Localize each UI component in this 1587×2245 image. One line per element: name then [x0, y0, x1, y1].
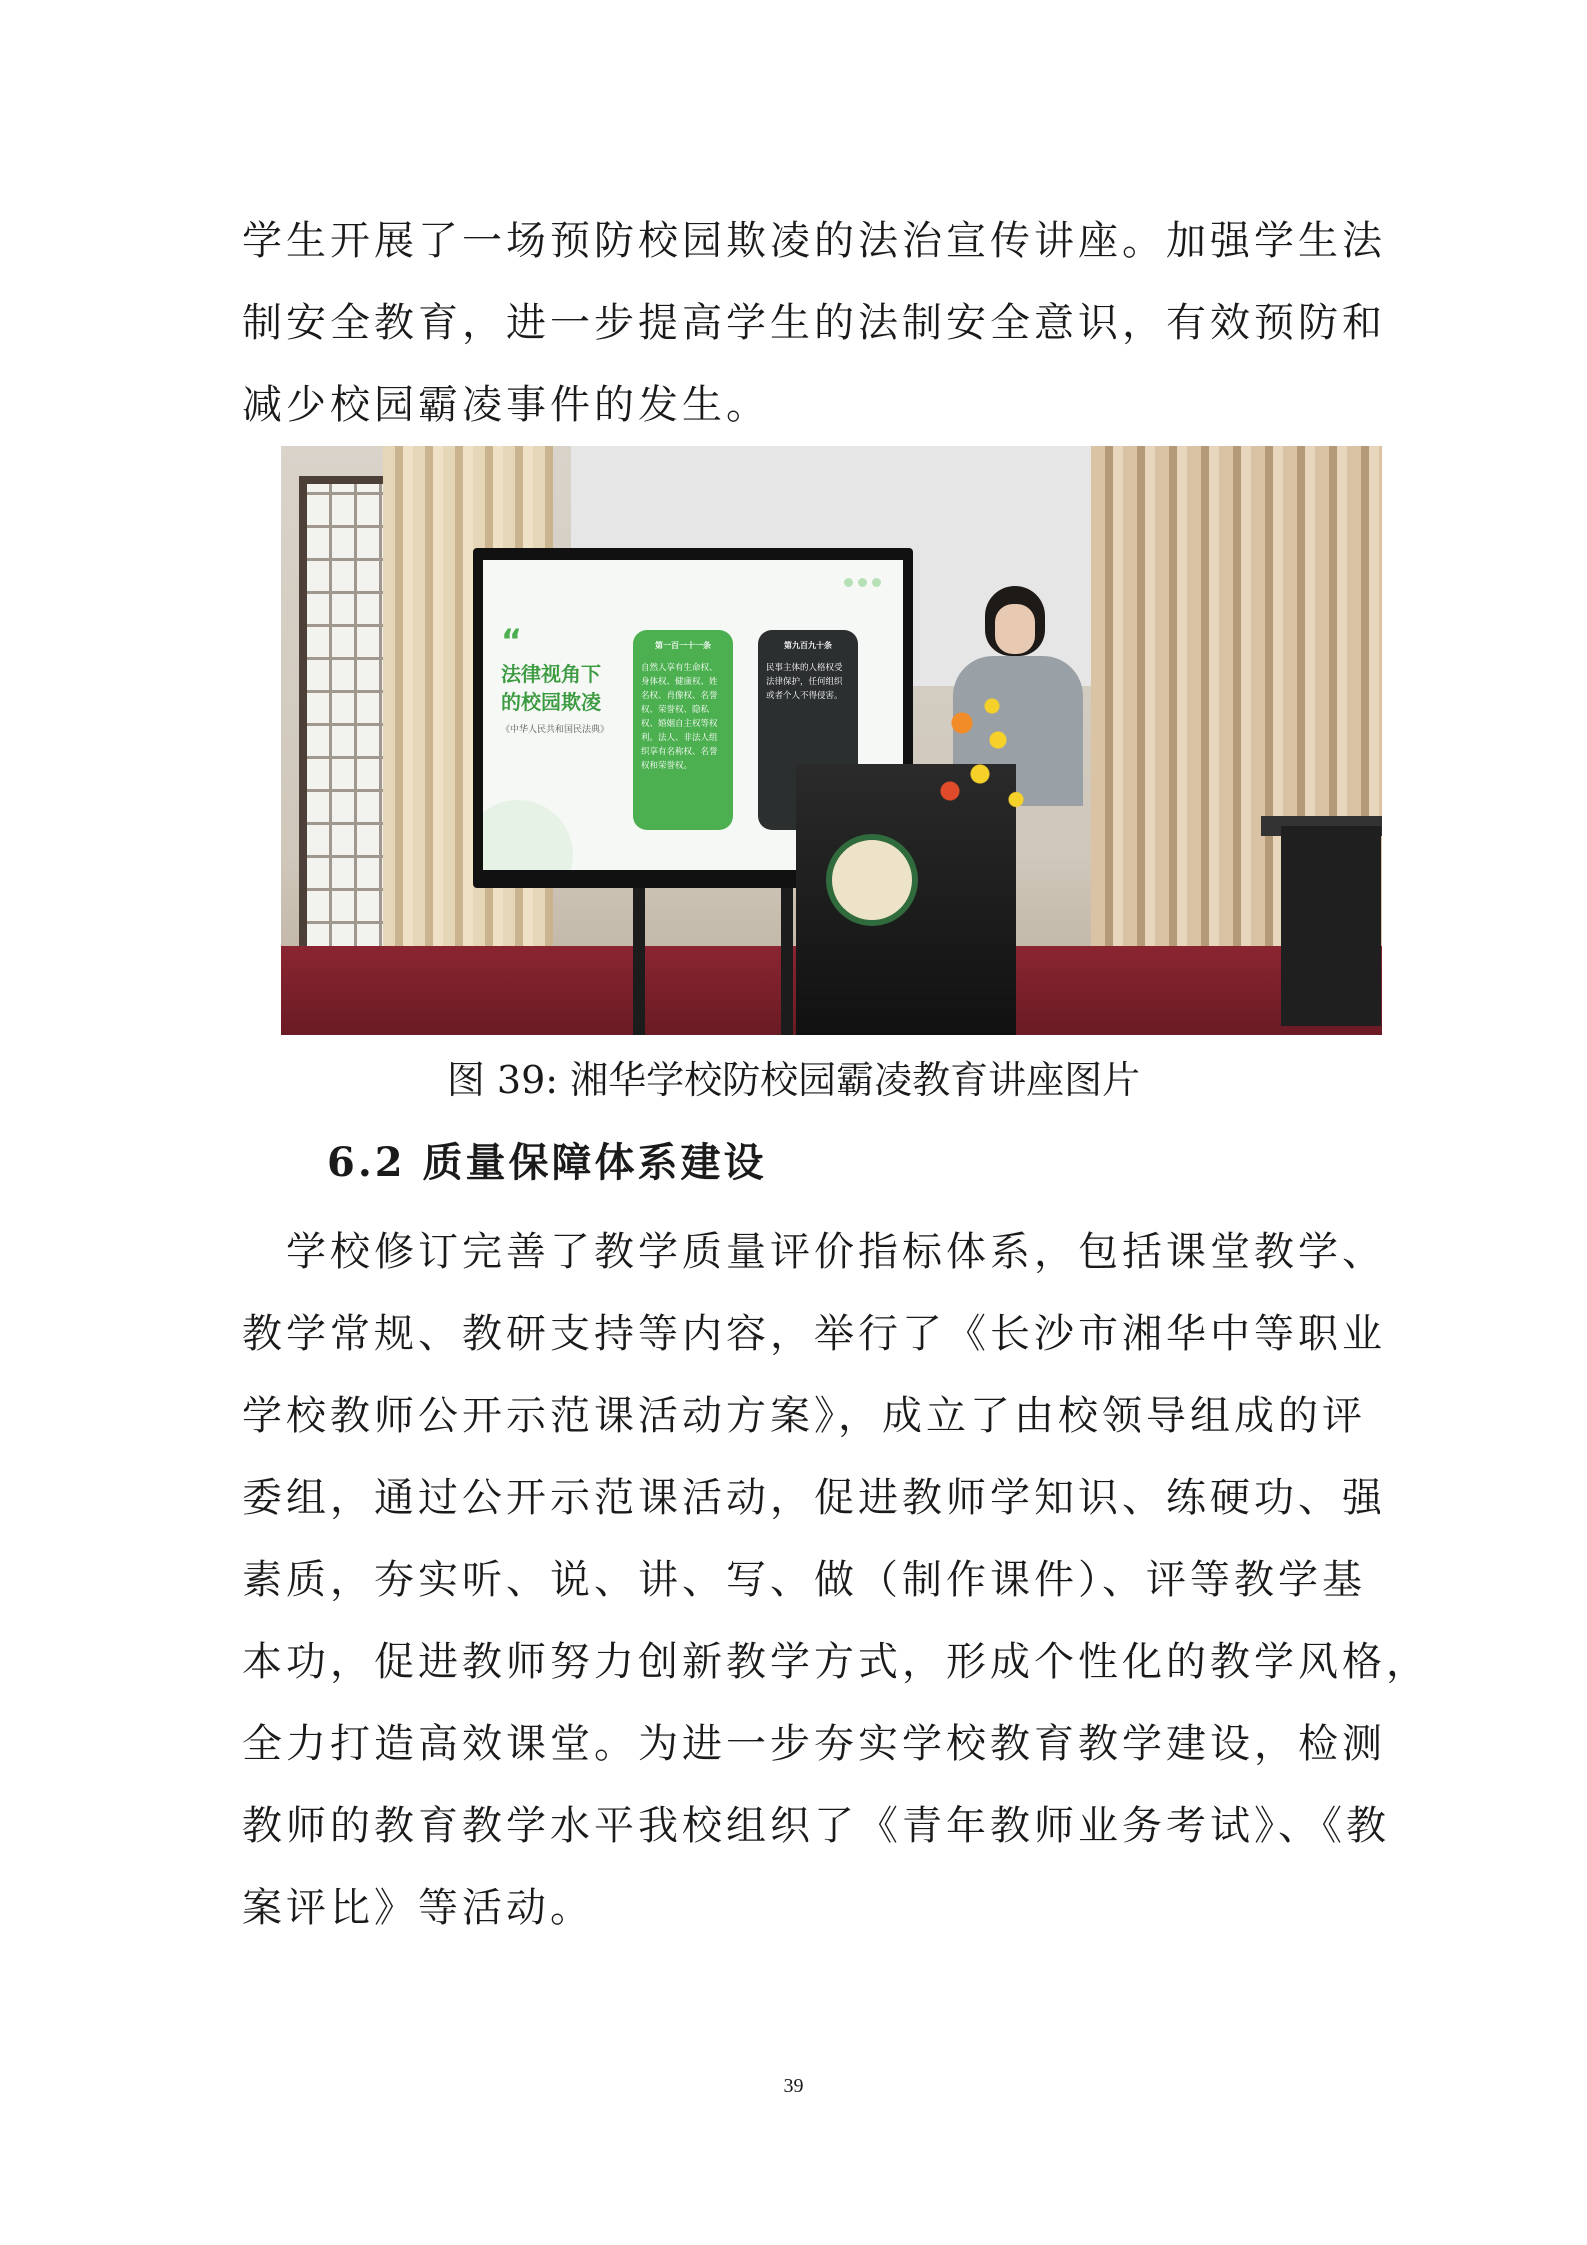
- body-line: 学校修订完善了教学质量评价指标体系，包括课堂教学、: [242, 1229, 1386, 1275]
- slide-decoration: [483, 800, 573, 870]
- intro-paragraph: [242, 200, 1386, 446]
- figure-caption: 图 39: 湘华学校防校园霸凌教育讲座图片: [446, 1058, 1141, 1102]
- slide-subtitle: 《中华人民共和国民法典》: [501, 725, 610, 735]
- intro-line: 减少校园霸凌事件的发生。: [242, 382, 770, 428]
- lecture-photo: [281, 446, 1382, 1035]
- body-line: 案评比》等活动。: [242, 1885, 594, 1931]
- card-header: 第一百一十一条: [655, 641, 711, 650]
- page-number: 39: [783, 2075, 804, 2097]
- card-body: 自然人享有生命权、身体权、健康权、姓名权、肖像权、名誉权、荣誉权、隐私权、婚姻自主权等权利。法人、非法人组织享有名称权、名誉权和荣誉权。: [641, 663, 718, 771]
- body-paragraph: [242, 1211, 1430, 1949]
- slide-title: 法律视角下的校园欺凌: [501, 662, 601, 714]
- body-line: 素质，夯实听、说、讲、写、做（制作课件）、评等教学基: [242, 1557, 1366, 1603]
- body-line: 教学常规、教研支持等内容，举行了《长沙市湘华中等职业: [242, 1311, 1386, 1357]
- photo-tv-stand: [781, 888, 793, 1035]
- body-line: 本功，促进教师努力创新教学方式，形成个性化的教学风格，: [242, 1639, 1430, 1685]
- card-header: 第九百九十条: [784, 641, 832, 650]
- section-heading: 6.2 质量保障体系建设: [327, 1139, 767, 1186]
- body-line: 教师的教育教学水平我校组织了《青年教师业务考试》、《教: [242, 1803, 1390, 1849]
- slide-dots: [839, 572, 881, 591]
- card-body: 民事主体的人格权受法律保护，任何组织或者个人不得侵害。: [766, 663, 843, 701]
- intro-line: 学生开展了一场预防校园欺凌的法治宣传讲座。加强学生法: [242, 218, 1386, 264]
- slide-card-article-111: [633, 630, 733, 830]
- body-line: 学校教师公开示范课活动方案》，成立了由校领导组成的评: [242, 1393, 1366, 1439]
- photo-speaker-face: [995, 604, 1035, 654]
- body-line: 委组，通过公开示范课活动，促进教师学知识、练硬功、强: [242, 1475, 1386, 1521]
- photo-equipment: [1281, 826, 1381, 1026]
- photo-flowers: [926, 672, 1046, 842]
- body-line: 全力打造高效课堂。为进一步夯实学校教育教学建设，检测: [242, 1721, 1386, 1767]
- slide-quote-icon: “: [501, 622, 523, 660]
- podium-emblem: [826, 834, 918, 926]
- photo-window: [299, 476, 391, 962]
- photo-tv-stand: [633, 888, 645, 1035]
- intro-line: 制安全教育，进一步提高学生的法制安全意识，有效预防和: [242, 300, 1386, 346]
